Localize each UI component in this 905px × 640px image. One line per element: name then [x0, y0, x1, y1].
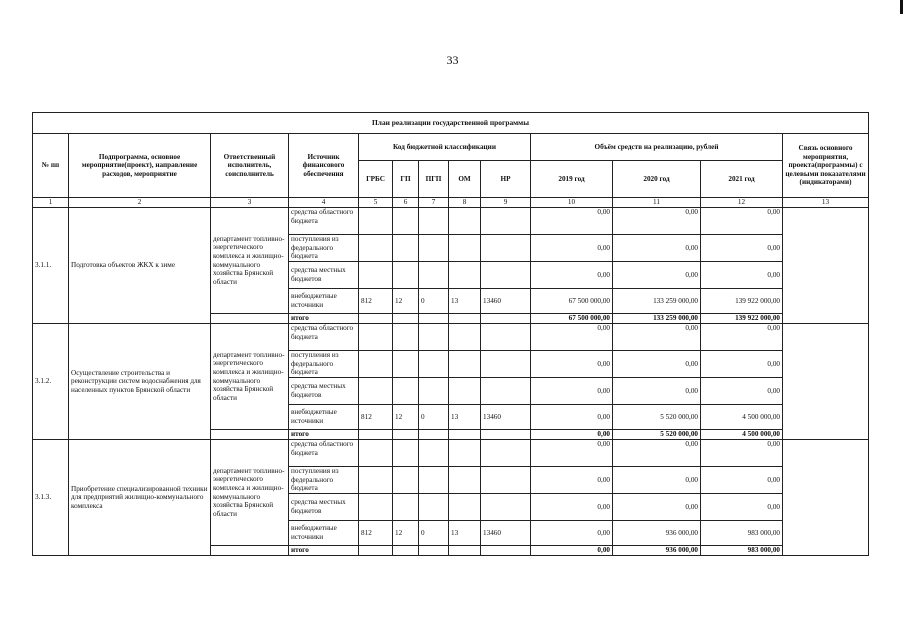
header-2019: 2019 год — [531, 161, 613, 198]
header-link: Связь основного мероприятия, проекта(программы) с целевыми показателями (индикаторами) — [783, 134, 869, 198]
value-2019: 0,00 — [531, 262, 613, 289]
section-3-1-2 — [33, 324, 869, 440]
value-2019: 0,00 — [531, 467, 613, 494]
value-2020: 0,00 — [613, 467, 701, 494]
value-2020: 0,00 — [613, 262, 701, 289]
code-om: 13 — [449, 405, 481, 430]
value-2019: 67 500 000,00 — [531, 289, 613, 314]
code-gp: 12 — [393, 405, 419, 430]
value-2019: 0,00 — [531, 324, 613, 351]
value-2020: 0,00 — [613, 324, 701, 351]
value-2021: 0,00 — [701, 262, 783, 289]
col-number: 8 — [449, 198, 481, 208]
code-grbs: 812 — [359, 521, 393, 546]
value-2020: 0,00 — [613, 494, 701, 521]
header-budget-code: Код бюджетной классификации — [359, 134, 531, 161]
section-3-1-3 — [33, 440, 869, 556]
col-number: 1 — [33, 198, 69, 208]
value-2021: 983 000,00 — [701, 521, 783, 546]
total-2019: 0,00 — [531, 430, 613, 440]
header-np: НР — [481, 161, 531, 198]
code-pgp: 0 — [419, 289, 449, 314]
value-2020: 0,00 — [613, 440, 701, 467]
col-number: 5 — [359, 198, 393, 208]
total-2019: 0,00 — [531, 546, 613, 556]
header-om: ОМ — [449, 161, 481, 198]
value-2020: 133 259 000,00 — [613, 289, 701, 314]
total-2021: 983 000,00 — [701, 546, 783, 556]
value-2020: 5 520 000,00 — [613, 405, 701, 430]
col-number: 12 — [701, 198, 783, 208]
code-np: 13460 — [481, 521, 531, 546]
col-number: 2 — [69, 198, 211, 208]
source-extrabudget: внебюджетные источники — [289, 289, 359, 314]
value-2020: 0,00 — [613, 235, 701, 262]
header-grbs: ГРБС — [359, 161, 393, 198]
col-number: 11 — [613, 198, 701, 208]
plan-table — [32, 112, 869, 556]
value-2019: 0,00 — [531, 208, 613, 235]
col-number: 9 — [481, 198, 531, 208]
col-number: 4 — [289, 198, 359, 208]
code-gp: 12 — [393, 289, 419, 314]
code-np: 13460 — [481, 405, 531, 430]
header-executor: Ответственный исполнитель, соисполнитель — [211, 134, 289, 198]
value-2021: 0,00 — [701, 351, 783, 378]
section-number: 3.1.2. — [33, 324, 69, 440]
value-2021: 0,00 — [701, 208, 783, 235]
code-pgp: 0 — [419, 405, 449, 430]
section-name: Подготовка объектов ЖКХ к зиме — [69, 208, 211, 324]
section-executor: департамент топливно-энергетического комплекса и жилищно-коммунального хозяйства Брянской области — [211, 208, 289, 314]
code-np: 13460 — [481, 289, 531, 314]
value-2019: 0,00 — [531, 405, 613, 430]
source-extrabudget: внебюджетные источники — [289, 521, 359, 546]
code-om: 13 — [449, 289, 481, 314]
code-pgp: 0 — [419, 521, 449, 546]
section-executor: департамент топливно-энергетического комплекса и жилищно-коммунального хозяйства Брянской области — [211, 324, 289, 430]
total-2021: 4 500 000,00 — [701, 430, 783, 440]
header-num: № пп — [33, 134, 69, 198]
source-federal: поступления из федерального бюджета — [289, 351, 359, 378]
code-grbs: 812 — [359, 405, 393, 430]
total-2020: 936 000,00 — [613, 546, 701, 556]
section-number: 3.1.3. — [33, 440, 69, 556]
source-local: средства местных бюджетов — [289, 378, 359, 405]
code-gp: 12 — [393, 521, 419, 546]
header-source: Источник финансового обеспечения — [289, 134, 359, 198]
col-number: 3 — [211, 198, 289, 208]
value-2020: 0,00 — [613, 378, 701, 405]
source-regional: средства областного бюджета — [289, 440, 359, 467]
source-local: средства местных бюджетов — [289, 262, 359, 289]
header-name: Подпрограмма, основное мероприятие(проект), направление расходов, мероприятие — [69, 134, 211, 198]
section-number: 3.1.1. — [33, 208, 69, 324]
value-2021: 4 500 000,00 — [701, 405, 783, 430]
source-local: средства местных бюджетов — [289, 494, 359, 521]
total-label: итого — [289, 546, 359, 556]
value-2019: 0,00 — [531, 494, 613, 521]
header-gp: ГП — [393, 161, 419, 198]
value-2021: 0,00 — [701, 494, 783, 521]
col-number: 7 — [419, 198, 449, 208]
source-extrabudget: внебюджетные источники — [289, 405, 359, 430]
source-federal: поступления из федерального бюджета — [289, 235, 359, 262]
section-name: Осуществление строительства и реконструкции систем водоснабжения для населенных пунктов Брянской области — [69, 324, 211, 440]
col-number: 13 — [783, 198, 869, 208]
section-name: Приобретение специализированной техники для предприятий жилищно-коммунального комплекса — [69, 440, 211, 556]
table-title: План реализации государственной программы — [33, 113, 869, 134]
value-2020: 0,00 — [613, 208, 701, 235]
code-grbs: 812 — [359, 289, 393, 314]
value-2020: 0,00 — [613, 351, 701, 378]
value-2019: 0,00 — [531, 351, 613, 378]
col-number: 10 — [531, 198, 613, 208]
header-2020: 2020 год — [613, 161, 701, 198]
section-executor: департамент топливно-энергетического комплекса и жилищно-коммунального хозяйства Брянской области — [211, 440, 289, 546]
value-2021: 0,00 — [701, 324, 783, 351]
total-2019: 67 500 000,00 — [531, 314, 613, 324]
value-2019: 0,00 — [531, 235, 613, 262]
header-pgp: ПГП — [419, 161, 449, 198]
value-2019: 0,00 — [531, 521, 613, 546]
source-federal: поступления из федерального бюджета — [289, 467, 359, 494]
edge-mark — [900, 0, 903, 14]
value-2021: 0,00 — [701, 378, 783, 405]
col-number: 6 — [393, 198, 419, 208]
total-label: итого — [289, 430, 359, 440]
header-amount: Объём средств на реализацию, рублей — [531, 134, 783, 161]
page-number: 33 — [446, 53, 459, 67]
value-2021: 0,00 — [701, 467, 783, 494]
value-2021: 0,00 — [701, 235, 783, 262]
source-regional: средства областного бюджета — [289, 208, 359, 235]
value-2019: 0,00 — [531, 440, 613, 467]
total-2020: 5 520 000,00 — [613, 430, 701, 440]
source-regional: средства областного бюджета — [289, 324, 359, 351]
total-2021: 139 922 000,00 — [701, 314, 783, 324]
value-2021: 0,00 — [701, 440, 783, 467]
value-2021: 139 922 000,00 — [701, 289, 783, 314]
section-3-1-1 — [33, 208, 869, 324]
header-2021: 2021 год — [701, 161, 783, 198]
table-header — [33, 113, 869, 208]
total-2020: 133 259 000,00 — [613, 314, 701, 324]
total-label: итого — [289, 314, 359, 324]
value-2020: 936 000,00 — [613, 521, 701, 546]
value-2019: 0,00 — [531, 378, 613, 405]
code-om: 13 — [449, 521, 481, 546]
